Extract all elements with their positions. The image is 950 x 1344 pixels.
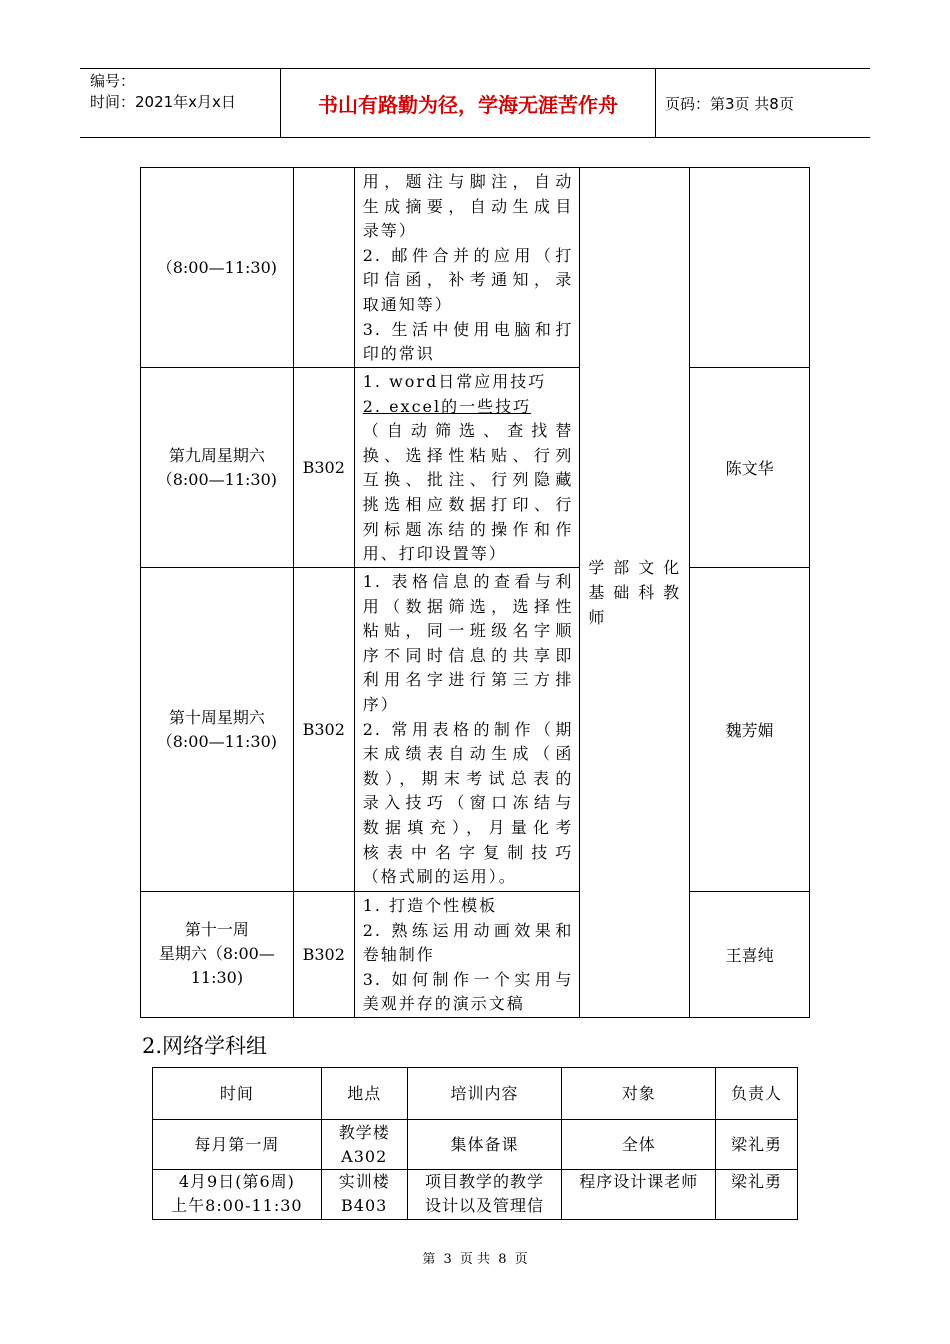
time-line: （8:00—11:30)	[156, 469, 278, 489]
content-line: 2. 常用表格的制作（期	[362, 719, 574, 739]
table-cell: 每月第一周	[153, 1120, 322, 1170]
number-label: 编号：	[90, 72, 136, 90]
footer-prefix: 第	[422, 1252, 436, 1267]
footer-page: 3	[443, 1252, 452, 1267]
content-line: 1. word日常应用技巧	[362, 372, 547, 391]
content-line: 印信函，补考通知，录	[362, 270, 574, 290]
cell-place: B302	[293, 368, 354, 568]
cell-content	[354, 568, 580, 892]
target-line: 学部文化	[588, 557, 682, 577]
table-cell: 梁礼勇	[716, 1120, 798, 1170]
content-line: 互换、批注、行列隐藏	[362, 470, 574, 490]
column-header: 培训内容	[407, 1068, 562, 1120]
table-cell: 项目教学的教学 设计以及管理信	[407, 1170, 562, 1220]
table-cell: 程序设计课老师	[562, 1170, 716, 1220]
table-cell: 教学楼 A302	[321, 1120, 407, 1170]
time-line: （8:00—11:30)	[156, 731, 278, 751]
content-line: 序不同时信息的共享即	[362, 645, 574, 665]
cell-teacher	[690, 168, 810, 368]
content-line: 3. 生活中使用电脑和打	[362, 319, 574, 339]
cell-time	[141, 568, 294, 892]
cell-teacher: 王喜纯	[690, 892, 810, 1018]
date-text: 时间：2021年x月x日	[90, 93, 236, 111]
cell-place	[293, 168, 354, 368]
training-schedule-table	[140, 167, 810, 1018]
time-line: 第十周星期六	[168, 707, 265, 727]
content-line: 挑选相应数据打印、行	[362, 494, 574, 514]
content-line: 2. 熟练运用动画效果和	[362, 920, 574, 940]
cell-time	[141, 168, 294, 368]
table-cell: 4月9日(第6周) 上午8:00-11:30	[153, 1170, 322, 1220]
table-cell: 梁礼勇	[716, 1170, 798, 1220]
table-row	[141, 892, 810, 1018]
content-line: 录入技巧（窗口冻结与	[362, 793, 574, 813]
content-line: 卷轴制作	[362, 945, 435, 965]
header-motto: 书山有路勤为径，学海无涯苦作舟	[280, 69, 656, 137]
time-line: 11:30)	[190, 968, 244, 988]
table-cell: 实训楼 B403	[321, 1170, 407, 1220]
cell-content	[354, 892, 580, 1018]
content-line: 数），期末考试总表的	[362, 768, 574, 788]
target-line: 师	[588, 607, 607, 627]
content-line: 生成摘要，自动生成目	[362, 196, 574, 216]
content-line: 美观并存的演示文稿	[362, 994, 525, 1014]
footer-total: 8	[498, 1252, 507, 1267]
content-line: 数据填充），月量化考	[362, 817, 574, 837]
content-line: 末成绩表自动生成（函	[362, 744, 574, 764]
table-row	[141, 568, 810, 892]
time-line: 星期六（8:00—	[158, 944, 275, 964]
content-line: 印的常识	[362, 344, 435, 364]
content-line: （自动筛选、查找替	[362, 421, 574, 441]
content-line: 列标题冻结的操作和作	[362, 519, 574, 539]
table-row	[141, 168, 810, 368]
content-line: 序）	[362, 694, 399, 714]
content-line: 2. excel的一些技巧	[362, 396, 532, 416]
content-line: 利用名字进行第三方排	[362, 670, 574, 690]
table-cell: 集体备课	[407, 1120, 562, 1170]
footer-suffix: 页	[514, 1252, 528, 1267]
cell-target	[580, 168, 690, 1018]
content-line: 取通知等）	[362, 294, 453, 314]
header-left	[80, 69, 280, 137]
table-cell: 全体	[562, 1120, 716, 1170]
network-group-table	[152, 1067, 798, 1220]
header-page: 页码：第3页 共8页	[665, 94, 794, 113]
content-line: 用，题注与脚注，自动	[362, 172, 574, 191]
content-line: 2. 邮件合并的应用（打	[362, 245, 574, 265]
footer-mid: 页 共	[459, 1252, 491, 1267]
cell-teacher: 魏芳媚	[690, 568, 810, 892]
content-line: 用、打印设置等）	[362, 544, 507, 564]
column-header: 地点	[321, 1068, 407, 1120]
content-line: 核表中名字复制技巧	[362, 842, 574, 862]
page-header	[80, 68, 870, 138]
cell-place: B302	[293, 568, 354, 892]
table-row	[153, 1120, 798, 1170]
section-title: 2.网络学科组	[142, 1034, 268, 1058]
cell-place: B302	[293, 892, 354, 1018]
content-line: （格式刷的运用）。	[362, 867, 517, 887]
table-row	[141, 368, 810, 568]
content-line: 1. 打造个性模板	[362, 896, 498, 915]
cell-time	[141, 368, 294, 568]
column-header: 对象	[562, 1068, 716, 1120]
content-line: 3. 如何制作一个实用与	[362, 969, 574, 989]
cell-time	[141, 892, 294, 1018]
content-line: 粘贴，同一班级名字顺	[362, 621, 574, 641]
target-line: 基础科教	[588, 582, 682, 602]
content-line: 用（数据筛选，选择性	[362, 596, 574, 616]
cell-teacher: 陈文华	[690, 368, 810, 568]
cell-content	[354, 368, 580, 568]
table-row	[153, 1170, 798, 1220]
time-line: （8:00—11:30)	[156, 257, 278, 277]
table-header-row	[153, 1068, 798, 1120]
column-header: 时间	[153, 1068, 322, 1120]
content-line: 换、选择性粘贴、行列	[362, 445, 574, 465]
time-line: 第九周星期六	[168, 445, 265, 465]
cell-content	[354, 168, 580, 368]
content-line: 1. 表格信息的查看与利	[362, 572, 574, 591]
time-line: 第十一周	[184, 920, 249, 940]
content-line: 录等）	[362, 221, 417, 241]
column-header: 负责人	[716, 1068, 798, 1120]
page-footer	[0, 1248, 950, 1267]
